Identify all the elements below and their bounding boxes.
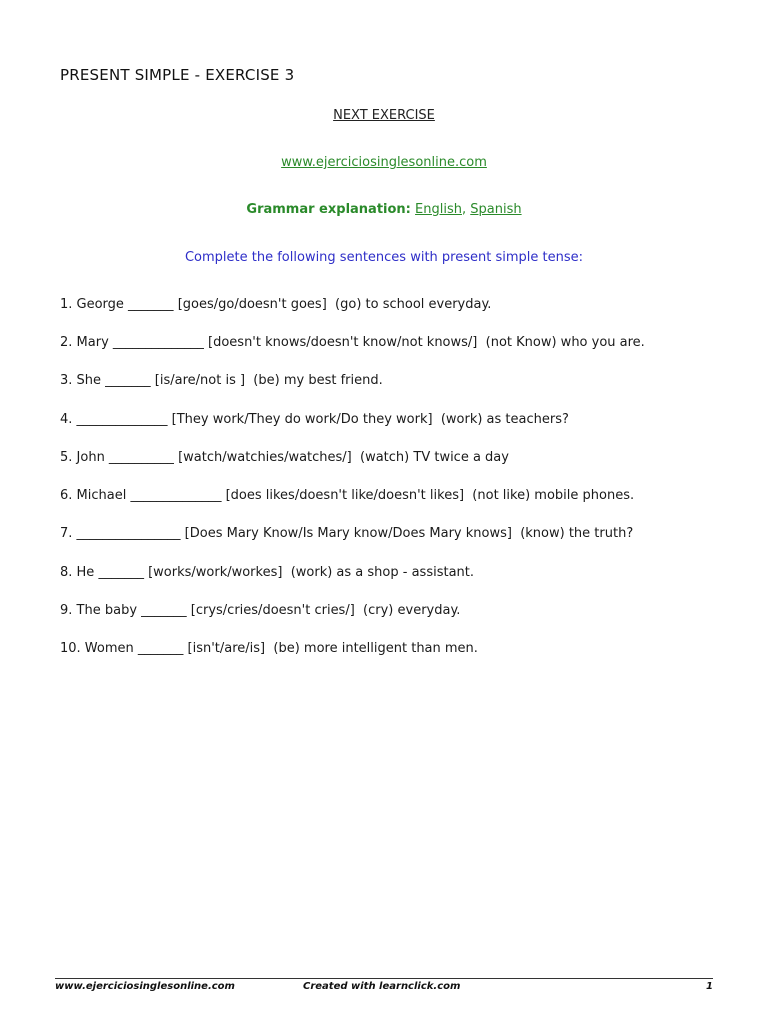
next-exercise-line bbox=[0, 108, 768, 123]
footer-divider bbox=[55, 978, 713, 979]
instruction-text: Complete the following sentences with present simple tense: bbox=[184, 250, 583, 265]
site-link-line bbox=[0, 155, 768, 170]
grammar-label: Grammar explanation: bbox=[246, 202, 411, 217]
grammar-separator: , bbox=[461, 202, 471, 217]
grammar-english-link[interactable]: English bbox=[415, 202, 462, 217]
sentence-item: 10. Women _______ [isn't/are/is] (be) more intelligent than men. bbox=[60, 641, 478, 656]
grammar-explanation bbox=[0, 202, 768, 217]
sentence-item: 5. John __________ [watch/watchies/watches/] (watch) TV twice a day bbox=[60, 450, 509, 465]
sentence-item: 7. ________________ [Does Mary Know/Is Mary know/Does Mary knows] (know) the truth? bbox=[60, 526, 634, 541]
site-link[interactable]: www.ejerciciosinglesonline.com bbox=[281, 155, 487, 170]
sentence-item: 3. She _______ [is/are/not is ] (be) my best friend. bbox=[60, 373, 383, 388]
footer-credit: Created with learnclick.com bbox=[303, 981, 461, 992]
sentence-item: 9. The baby _______ [crys/cries/doesn't cries/] (cry) everyday. bbox=[60, 603, 461, 618]
sentence-item: 4. ______________ [They work/They do work/Do they work] (work) as teachers? bbox=[60, 412, 569, 427]
next-exercise-link[interactable]: NEXT EXERCISE bbox=[333, 108, 435, 123]
footer-site: www.ejerciciosinglesonline.com bbox=[55, 981, 235, 992]
sentence-item: 2. Mary ______________ [doesn't knows/doesn't know/not knows/] (not Know) who you are. bbox=[60, 335, 645, 350]
footer-page-number: 1 bbox=[706, 981, 713, 992]
sentence-item: 6. Michael ______________ [does likes/doesn't like/doesn't likes] (not like) mobile phones. bbox=[60, 488, 635, 503]
page-title: PRESENT SIMPLE - EXERCISE 3 bbox=[60, 66, 295, 84]
grammar-spanish-link[interactable]: Spanish bbox=[470, 202, 522, 217]
sentence-item: 1. George _______ [goes/go/doesn't goes] (go) to school everyday. bbox=[60, 297, 492, 312]
sentence-item: 8. He _______ [works/work/workes] (work) as a shop - assistant. bbox=[60, 565, 475, 580]
